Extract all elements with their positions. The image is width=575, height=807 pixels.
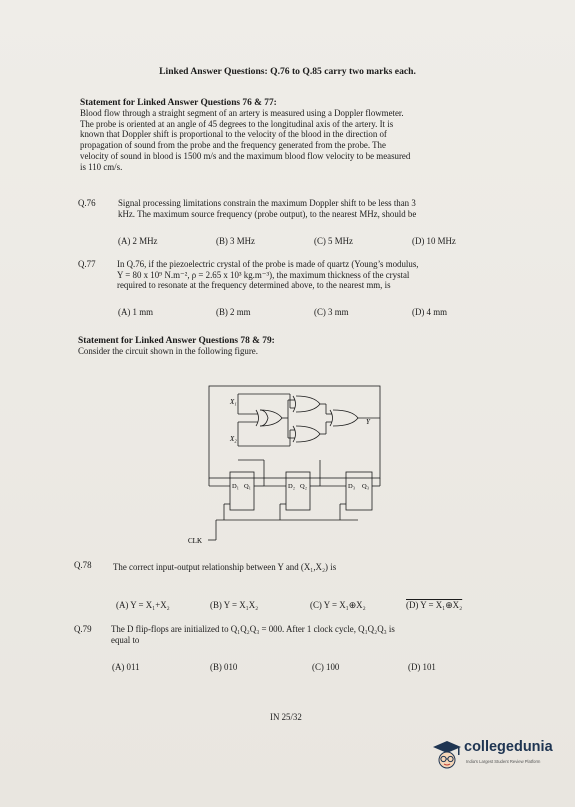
option-78-b: (B) Y = X₁X₂ [210, 600, 259, 610]
paragraph-line: propagation of sound from the probe and the frequency generated from the probe. The [80, 140, 386, 151]
logic-circuit-diagram [180, 380, 405, 546]
option-78-a: (A) Y = X₁+X₂ [116, 600, 170, 610]
option-79-b: (B) 010 [210, 662, 238, 672]
paragraph-line: velocity of sound in blood is 1500 m/s and the maximum blood flow velocity to be measured [80, 150, 411, 161]
option-78-d: (D) Y = X₁⊕X₂ [406, 600, 463, 610]
logo-wordmark: collegedunia [464, 739, 553, 755]
question-number-77: Q.77 [78, 259, 96, 269]
question-text-79 [111, 624, 503, 645]
paragraph-line: known that Doppler shift is proportional to the velocity of the blood in the direction of [80, 129, 387, 140]
label-d3: D₃ [348, 483, 355, 490]
question-line: The D flip-flops are initialized to Q₁Q₂Q₃ = 000. After 1 clock cycle, Q₁Q₂Q₃ is [111, 624, 395, 634]
section-header: Linked Answer Questions: Q.76 to Q.85 carry two marks each. [159, 66, 416, 77]
question-text-77 [117, 259, 503, 291]
label-q1: Q₁ [244, 483, 251, 490]
option-79-d: (D) 101 [408, 662, 436, 672]
option-77-b: (B) 2 mm [216, 307, 251, 317]
paragraph-line: is 110 cm/s. [80, 161, 123, 172]
question-line: equal to [111, 634, 140, 645]
collegedunia-logo [432, 739, 567, 777]
question-line: In Q.76, if the piezoelectric crystal of the probe is made of quartz (Young’s modulus, [117, 259, 419, 269]
label-d1: D₁ [232, 483, 239, 490]
option-77-c: (C) 3 mm [314, 307, 349, 317]
statement-paragraph-76-77 [80, 108, 498, 172]
paragraph-line: Blood flow through a straight segment of an artery is measured using a Doppler flowmeter. [80, 108, 404, 118]
question-number-78: Q.78 [74, 560, 92, 570]
label-x2: X₂ [230, 435, 237, 443]
label-x1: X₁ [230, 398, 237, 406]
option-77-d: (D) 4 mm [412, 307, 448, 317]
question-line: kHz. The maximum source frequency (probe output), to the nearest MHz, should be [118, 208, 417, 219]
gate-3 [333, 410, 358, 426]
page-number: IN 25/32 [270, 712, 302, 722]
option-78-c: (C) Y = X₁⊕X₂ [310, 600, 366, 610]
question-number-76: Q.76 [78, 198, 96, 208]
question-line: Signal processing limitations constrain the maximum Doppler shift to be less than 3 [118, 198, 416, 208]
label-d2: D₂ [288, 483, 295, 490]
option-76-a: (A) 2 MHz [118, 236, 158, 246]
gate-1 [260, 410, 268, 426]
question-line: Y = 80 x 10⁹ N.m⁻², ρ = 2.65 x 10³ kg.m⁻³), the maximum thickness of the crystal [117, 269, 410, 280]
paragraph-line: The probe is oriented at an angle of 45 degrees to the longitudinal axis of the artery. It is [80, 118, 394, 129]
question-text-78: The correct input-output relationship between Y and (X₁,X₂) is [113, 562, 337, 572]
gate-2 [296, 396, 320, 412]
logo-tagline: India's Largest Student Review Platform [466, 759, 541, 764]
question-text-76 [118, 198, 500, 219]
option-76-d: (D) 10 MHz [412, 236, 456, 246]
statement-line-78-79: Consider the circuit shown in the following figure. [78, 346, 258, 356]
option-76-b: (B) 3 MHz [216, 236, 255, 246]
option-76-c: (C) 5 MHz [314, 236, 353, 246]
statement-title-78-79: Statement for Linked Answer Questions 78 & 79: [78, 336, 275, 346]
label-y: Y [366, 418, 370, 426]
option-77-a: (A) 1 mm [118, 307, 154, 317]
option-79-c: (C) 100 [312, 662, 340, 672]
question-number-79: Q.79 [74, 624, 92, 634]
graduate-icon [432, 739, 462, 773]
label-q3: Q₃ [362, 483, 369, 490]
label-q2: Q₂ [300, 483, 307, 490]
statement-title-76-77: Statement for Linked Answer Questions 76 & 77: [80, 98, 277, 108]
option-79-a: (A) 011 [112, 662, 140, 672]
question-line: required to resonate at the frequency determined above, to the nearest mm, is [117, 280, 391, 291]
label-clk: CLK [188, 537, 202, 545]
gate-4 [296, 426, 320, 442]
